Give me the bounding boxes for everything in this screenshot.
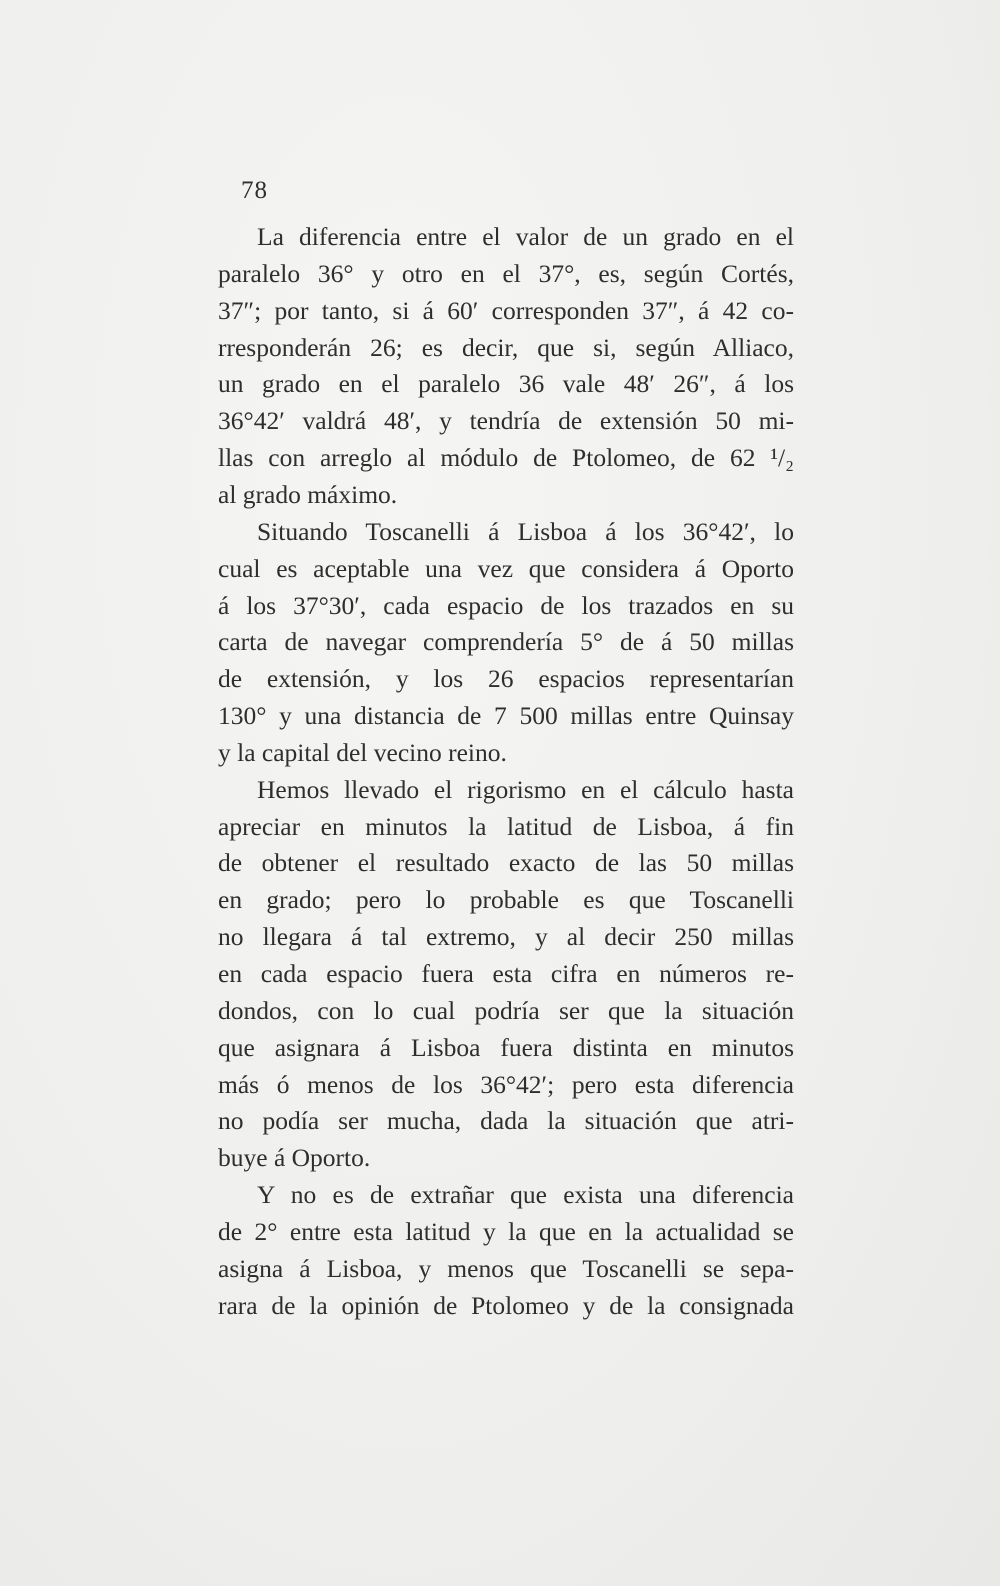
text-line: apreciar en minutos la latitud de Lisboa, á fin <box>218 811 794 841</box>
text-line: carta de navegar comprendería 5° de á 50 millas <box>218 627 794 657</box>
text-line: dondos, con lo cual podría ser que la situación <box>218 995 794 1025</box>
text-line: en cada espacio fuera esta cifra en números re- <box>218 959 794 988</box>
text-line: asigna á Lisboa, y menos que Toscanelli se sepa- <box>218 1253 794 1283</box>
text-line: á los 37°30′, cada espacio de los trazados en su <box>218 590 794 620</box>
text-line: Y no es de extrañar que exista una diferencia <box>257 1180 794 1210</box>
page-number: 78 <box>241 177 268 204</box>
text-line: paralelo 36° y otro en el 37°, es, según Cortés, <box>218 258 794 288</box>
text-line: en grado; pero lo probable es que Toscanelli <box>218 885 794 915</box>
text-line: y la capital del vecino reino. <box>218 737 507 767</box>
text-line: Situando Toscanelli á Lisboa á los 36°42′, lo <box>257 516 794 546</box>
text-line: rresponderán 26; es decir, que si, según Alliaco, <box>218 332 794 362</box>
text-line: Hemos llevado el rigorismo en el cálculo hasta <box>257 774 794 804</box>
text-line: 37″; por tanto, si á 60′ corresponden 37″, á 42 co- <box>218 295 794 325</box>
text-line: un grado en el paralelo 36 vale 48′ 26″, á los <box>218 369 794 399</box>
text-line: más ó menos de los 36°42′; pero esta diferencia <box>218 1069 794 1099</box>
text-line: de 2° entre esta latitud y la que en la actualidad se <box>218 1216 794 1246</box>
text-line: rara de la opinión de Ptolomeo y de la consignada <box>218 1290 794 1320</box>
text-line: de obtener el resultado exacto de las 50 millas <box>218 848 794 878</box>
text-line: 130° y una distancia de 7 500 millas entre Quinsay <box>218 701 794 731</box>
text-line: no llegara á tal extremo, y al decir 250 millas <box>218 922 794 952</box>
text-line: La diferencia entre el valor de un grado en el <box>257 222 794 251</box>
text-line: que asignara á Lisboa fuera distinta en minutos <box>218 1032 794 1062</box>
text-line: 36°42′ valdrá 48′, y tendría de extensión 50 mi- <box>218 406 794 436</box>
text-line: llas con arreglo al módulo de Ptolomeo, de 62 ¹/₂ <box>218 443 794 473</box>
text-line: buye á Oporto. <box>218 1143 371 1173</box>
text-line: al grado máximo. <box>218 479 398 509</box>
text-line: cual es aceptable una vez que considera á Oporto <box>218 553 794 583</box>
text-line: no podía ser mucha, dada la situación que atri- <box>218 1106 794 1136</box>
text-line: de extensión, y los 26 espacios representarían <box>218 664 794 694</box>
